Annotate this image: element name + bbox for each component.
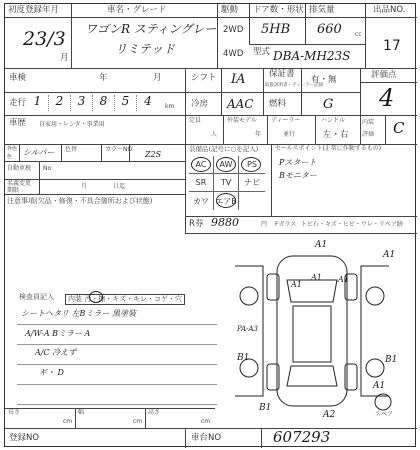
interior-label2: 評価 (362, 131, 375, 138)
spare-label: スペア (375, 411, 394, 418)
option-circled-mark (216, 157, 236, 172)
damage-label: A1 (373, 381, 386, 391)
history-options: 自家用・レンタ・事業用 (39, 121, 105, 128)
selling-line1: Pスタート (279, 158, 317, 167)
lot-label: 出品NO. (373, 5, 406, 15)
option-cell: TV (214, 174, 239, 192)
inspector-line2: A/W-A Bミラー A (25, 329, 91, 338)
option-cell: カワ (189, 192, 214, 210)
option-cell: SR (189, 174, 214, 192)
damage-label: A2 (323, 410, 336, 420)
reg-no-label: 登録NO (9, 433, 40, 443)
selling-line2: Bモニター (279, 171, 317, 180)
damage-label: B1 (237, 353, 250, 363)
damage-label: B1 (385, 355, 398, 365)
recycle-label: R券 (189, 219, 204, 229)
doors-label: ドア数・形状 (253, 5, 304, 15)
aircon-label: 冷房 (191, 99, 209, 109)
glass-label: Fガラス (275, 221, 297, 228)
body-color-label: 外色 (7, 146, 18, 152)
height-label: 高さ (148, 409, 161, 416)
score-value: 4 (379, 84, 395, 112)
option-cell: エアB (214, 192, 239, 210)
warranty-value: 有・無 (311, 75, 337, 85)
drive-4wd: 4WD (223, 49, 244, 59)
inspection-sheet (4, 3, 416, 447)
notes-label: 注意事項(欠品・修復・不具合箇所および状態) (7, 197, 153, 205)
mileage-digit: 2 (49, 95, 71, 111)
chassis-label: 車台NO (191, 433, 222, 443)
damage-label: A1 (383, 250, 396, 260)
inspector-line4: ギ・ D (39, 368, 64, 377)
option-circled-mark (216, 193, 236, 208)
interior-label: 内装 (362, 119, 375, 126)
option-cell (239, 192, 265, 210)
score-label: 評価点 (371, 70, 397, 80)
mileage-digit: 8 (93, 95, 115, 111)
color-no-value: Z2S (145, 150, 162, 159)
damage-label: A1 (291, 280, 302, 289)
inspection-year: 年 (99, 73, 108, 83)
glass-options: トビ石・キズ・ヒビ・ワレ・リペア跡 (301, 221, 403, 228)
fuel-label: 燃料 (269, 99, 287, 109)
car-name-line2: リミテッド (115, 42, 176, 56)
aircon-value: AAC (227, 97, 254, 111)
month-label: 月 (60, 53, 69, 63)
option-cell: ナビ (239, 174, 265, 192)
height-unit: cm (201, 418, 211, 425)
steering-label: ハンドル (321, 117, 346, 124)
shift-value: IA (231, 72, 246, 87)
car-name-label: 車名・グレード (107, 5, 167, 15)
model-value: DBA-MH23S (273, 49, 351, 63)
name-change-label: 名義変更 (7, 180, 32, 187)
damage-label: A1 (311, 273, 322, 282)
width-label: 幅 (78, 409, 85, 416)
drive-label: 駆動 (221, 5, 239, 15)
option-cell: PS (239, 156, 265, 174)
option-circled-mark (191, 157, 211, 172)
mileage-digits (27, 95, 159, 111)
month-unit: 月 (81, 183, 88, 190)
reg-year-value: 23/3 (23, 28, 66, 50)
mileage-digit: 1 (27, 95, 49, 111)
car-name-line1: ワゴンR スティングレー (85, 22, 217, 36)
shift-label: シフト (191, 73, 217, 83)
lot-value: 17 (383, 38, 401, 54)
inspection-label: 車検 (9, 73, 27, 83)
reg-year-label: 初度登録年月 (8, 5, 60, 15)
steering-value: 左・右 (323, 130, 349, 140)
mileage-label: 走行 (9, 98, 27, 108)
mileage-digit: 3 (71, 95, 93, 111)
interior-value: C (393, 119, 405, 137)
displacement-label: 排気量 (309, 5, 335, 15)
damage-label: A1 (315, 240, 328, 250)
capacity-unit: 人 (211, 131, 218, 138)
dealer-label: ディーラー (271, 117, 301, 124)
dealer-value: 並行 (283, 131, 296, 138)
damage-label: A1 (338, 275, 349, 284)
tax-no-label: No (43, 165, 52, 172)
warranty-sub: 取扱説明書・ディーラー記録 (265, 83, 324, 88)
mileage-digit: 4 (144, 94, 152, 108)
fuel-value: G (323, 97, 334, 112)
inspector-line1: シートヘタリ 左Bミラー 黒塗装 (21, 309, 136, 318)
interior-circled-mark (89, 291, 103, 303)
day-unit: 日迄 (113, 183, 126, 190)
damage-label: PA-A3 (237, 325, 258, 333)
name-change-label2: 期限 (7, 187, 20, 194)
chassis-value: 607293 (273, 428, 331, 446)
option-cell: AW (214, 156, 239, 174)
inspector-label: 検査員記入 (19, 293, 54, 301)
options-title: 装備品(記号に○を記入) (189, 145, 259, 153)
option-cell: AC (189, 156, 214, 174)
warranty-label: 保証書 (269, 69, 295, 79)
length-label: 長さ (8, 409, 21, 416)
history-label: 車歴 (9, 118, 27, 128)
color-change-unit: 年 (255, 131, 262, 138)
inspection-month: 月 (153, 73, 162, 83)
color-change-label: 外装モデル (227, 117, 257, 124)
options-grid (189, 156, 265, 210)
damage-label: B1 (259, 403, 272, 413)
width-unit: cm (133, 418, 143, 425)
recycle-value: 9880 (211, 216, 239, 229)
option-circled-mark (241, 157, 261, 172)
body-color-value: シルバー (23, 148, 55, 157)
length-unit: cm (63, 418, 73, 425)
color-no-label: カラーNO (105, 146, 133, 153)
displacement-unit: cc (355, 31, 362, 38)
km-label: km (165, 103, 175, 110)
tax-label: 自動車税 (7, 165, 32, 172)
recycle-unit: 円 (261, 221, 268, 228)
inspector-line3: A/C 冷えず (35, 348, 77, 357)
inspector-interior-keys: 内装 汚・擦・キズ・キレ・コゲ・穴 (65, 294, 185, 305)
color-change-flag: 色替 (65, 146, 78, 153)
model-label: 型式 (253, 47, 271, 57)
body-color-label2: 色 (7, 154, 13, 160)
capacity-label: 定員 (189, 117, 202, 124)
displacement-value: 660 (317, 22, 342, 37)
selling-title: セールスポイント(正常に作動するもの) (275, 145, 382, 152)
doors-value: 5HB (261, 22, 291, 37)
mileage-digit: 5 (115, 95, 137, 111)
drive-2wd: 2WD (223, 25, 244, 35)
